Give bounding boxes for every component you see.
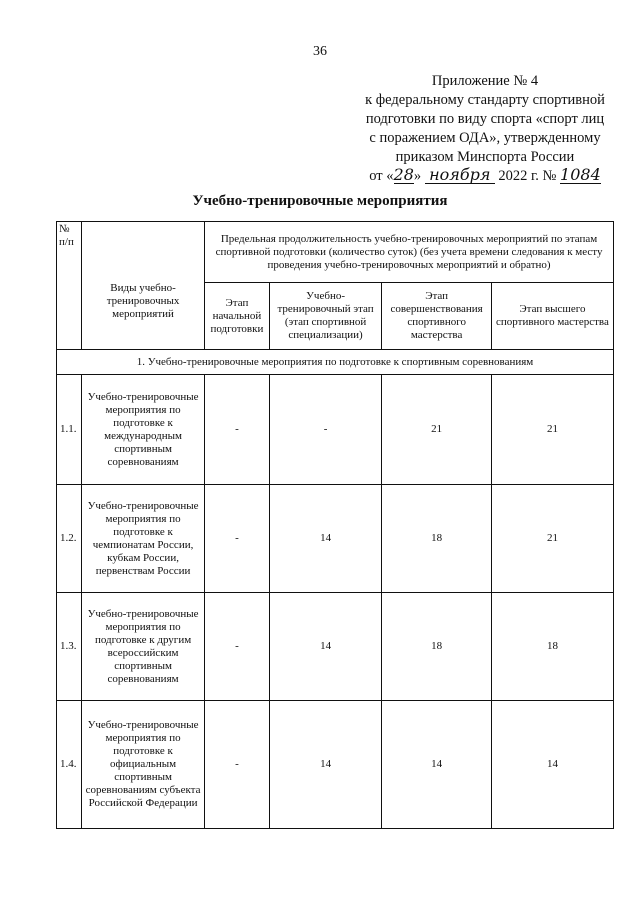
row-value: 18 — [382, 485, 492, 593]
row-value: 14 — [269, 485, 382, 593]
appendix-block — [340, 72, 630, 186]
appendix-line: с поражением ОДА», утвержденному — [369, 130, 601, 146]
table-row — [57, 485, 614, 593]
row-number: 1.3. — [57, 593, 82, 701]
order-date-line — [340, 167, 630, 186]
header-duration: Предельная продолжительность учебно-тренировочных мероприятий по этапам спортивной подготовки (количество суток) (без учета времени следования к месту проведения учебно-тренировочных мероприятий и обратно) — [205, 222, 614, 283]
handwritten-order-number: 1084 — [560, 165, 601, 184]
order-year-text: 2022 г. № — [498, 168, 557, 184]
row-value: - — [205, 701, 270, 829]
appendix-line: приказом Минспорта России — [395, 149, 575, 165]
row-value: 21 — [382, 375, 492, 485]
row-name: Учебно-тренировочные мероприятия по подготовке к другим всероссийским спортивным соревнованиям — [82, 593, 205, 701]
row-value: - — [205, 593, 270, 701]
row-value: 18 — [382, 593, 492, 701]
header-stage: Этап начальной подготовки — [205, 283, 270, 350]
row-value: 21 — [491, 485, 613, 593]
row-number: 1.2. — [57, 485, 82, 593]
quote-close: » — [413, 168, 422, 184]
row-value: 18 — [491, 593, 613, 701]
header-stage: Учебно-тренировочный этап (этап спортивной специализации) — [269, 283, 382, 350]
appendix-line: подготовки по виду спорта «спорт лиц — [365, 111, 605, 127]
row-value: - — [205, 485, 270, 593]
handwritten-month: ноября — [425, 167, 495, 184]
appendix-line: Приложение № 4 — [431, 73, 539, 89]
row-value: 14 — [269, 701, 382, 829]
row-name: Учебно-тренировочные мероприятия по подготовке к официальным спортивным соревнованиям субъекта Российской Федерации — [82, 701, 205, 829]
header-stage: Этап высшего спортивного мастерства — [491, 283, 613, 350]
header-name: Виды учебно-тренировочных мероприятий — [82, 222, 205, 350]
table-row — [57, 701, 614, 829]
document-title: Учебно-тренировочные мероприятия — [192, 193, 448, 209]
events-table — [56, 221, 614, 829]
row-name: Учебно-тренировочные мероприятия по подготовке к международным спортивным соревнованиям — [82, 375, 205, 485]
table-row — [57, 375, 614, 485]
row-value: 14 — [382, 701, 492, 829]
header-num: № п/п — [57, 222, 82, 350]
date-prefix: от « — [369, 168, 394, 184]
row-value: - — [205, 375, 270, 485]
page-number: 36 — [313, 44, 327, 59]
header-stage: Этап совершенствования спортивного мастерства — [382, 283, 492, 350]
row-value: 21 — [491, 375, 613, 485]
row-value: - — [269, 375, 382, 485]
appendix-line: к федеральному стандарту спортивной — [365, 92, 605, 108]
row-number: 1.4. — [57, 701, 82, 829]
row-value: 14 — [269, 593, 382, 701]
row-value: 14 — [491, 701, 613, 829]
row-name: Учебно-тренировочные мероприятия по подготовке к чемпионатам России, кубкам России, первенствам России — [82, 485, 205, 593]
table-row — [57, 593, 614, 701]
handwritten-day: 28 — [393, 165, 414, 184]
row-number: 1.1. — [57, 375, 82, 485]
section-heading: 1. Учебно-тренировочные мероприятия по подготовке к спортивным соревнованиям — [57, 350, 614, 375]
